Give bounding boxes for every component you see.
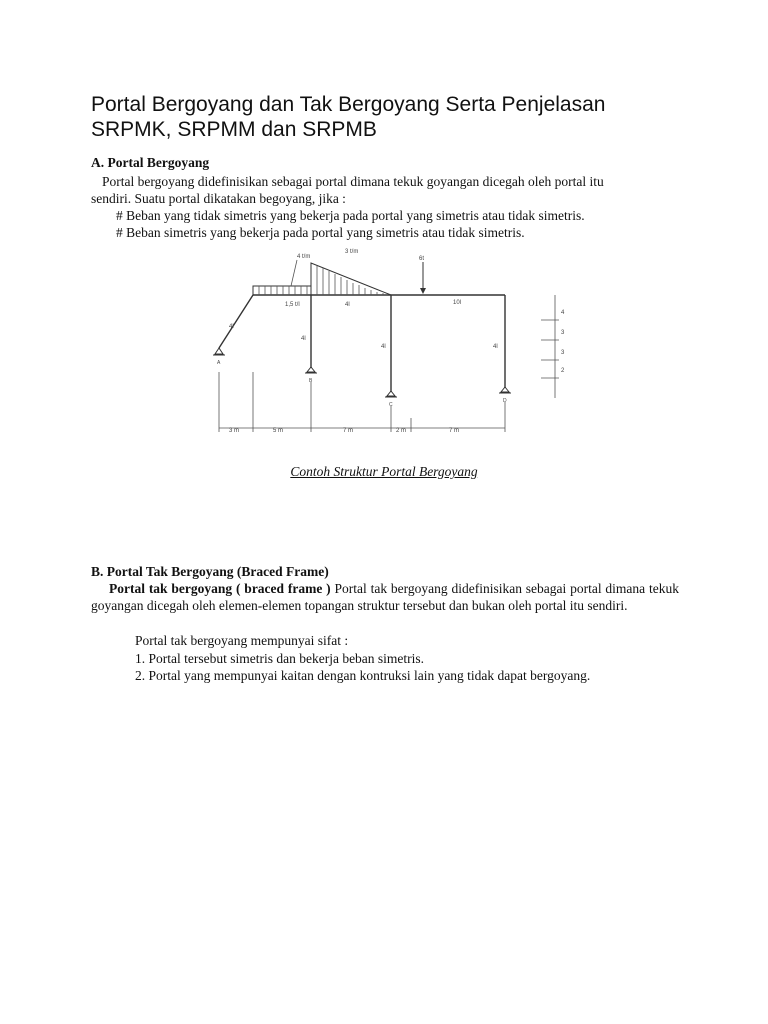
props-intro: Portal tak bergoyang mempunyai sifat : <box>135 633 349 648</box>
inclined-member <box>219 295 253 348</box>
column-label: 4l <box>493 344 498 350</box>
section-a-heading: A. Portal Bergoyang <box>91 155 210 170</box>
prop-item: 1. Portal tersebut simetris dan bekerja beban simetris. <box>135 651 425 666</box>
bottom-dim-label: 2 m <box>396 428 407 434</box>
bottom-dim-label: 7 m <box>343 428 354 434</box>
bottom-dim-label: 5 m <box>273 428 284 434</box>
bullet-item: # Beban yang tidak simetris yang bekerja pada portal yang simetris atau tidak simetris. <box>116 208 585 223</box>
column-label: 4l <box>229 324 234 330</box>
load-tri-label: 3 t/m <box>345 249 359 255</box>
page-title <box>91 92 711 142</box>
support-label: C <box>389 402 393 408</box>
prop-item: 2. Portal yang mempunyai kaitan dengan kontruksi lain yang tidak dapat bergoyang. <box>135 668 591 683</box>
right-dim-label: 4 <box>561 310 565 316</box>
load-left-label: 4 t/m <box>297 254 311 260</box>
point-load-label: 6t <box>419 256 425 262</box>
right-dim-label: 2 <box>561 368 565 374</box>
section-b-heading: B. Portal Tak Bergoyang (Braced Frame) <box>91 564 329 579</box>
bottom-dim-label: 7 m <box>449 428 460 434</box>
section-b-paragraph <box>91 580 679 614</box>
section-b-lead-bold: Portal tak bergoyang ( braced frame ) <box>109 581 331 596</box>
support-label: B <box>309 378 313 384</box>
dim-right-label: 10l <box>453 300 462 306</box>
portal-structure-figure <box>205 248 575 438</box>
section-a-intro-line-1: Portal bergoyang didefinisikan sebagai portal dimana tekuk goyangan dicegah oleh portal itu <box>102 174 604 189</box>
uniform-load <box>253 286 311 295</box>
bottom-dim-label: 3 m <box>229 428 240 434</box>
support-symbol <box>213 348 511 397</box>
dim-span-label: 1,5 t/l <box>285 302 300 308</box>
support-label: A <box>217 360 221 366</box>
column-label: 4l <box>301 336 306 342</box>
section-a-intro-line-2: sendiri. Suatu portal dikatakan begoyang, jika : <box>91 191 346 206</box>
bullet-item: # Beban simetris yang bekerja pada portal yang simetris atau tidak simetris. <box>116 225 525 240</box>
right-dim-label: 3 <box>561 350 565 356</box>
section-b-lead-rest: Portal tak bergoyang didefinisikan sebagai portal dimana tekuk goyangan dicegah oleh elemen-elemen topangan struktur tersebut dan bukan oleh portal itu sendiri. <box>91 581 679 613</box>
support-label: D <box>503 398 507 404</box>
title-line-1: Portal Bergoyang dan Tak Bergoyang Serta Penjelasan <box>91 93 606 116</box>
title-line-2: SRPMK, SRPMM dan SRPMB <box>91 118 377 141</box>
right-dim-label: 3 <box>561 330 565 336</box>
dim-mid-label: 4l <box>345 302 350 308</box>
column-label: 4l <box>381 344 386 350</box>
figure-caption: Contoh Struktur Portal Bergoyang <box>290 464 478 479</box>
